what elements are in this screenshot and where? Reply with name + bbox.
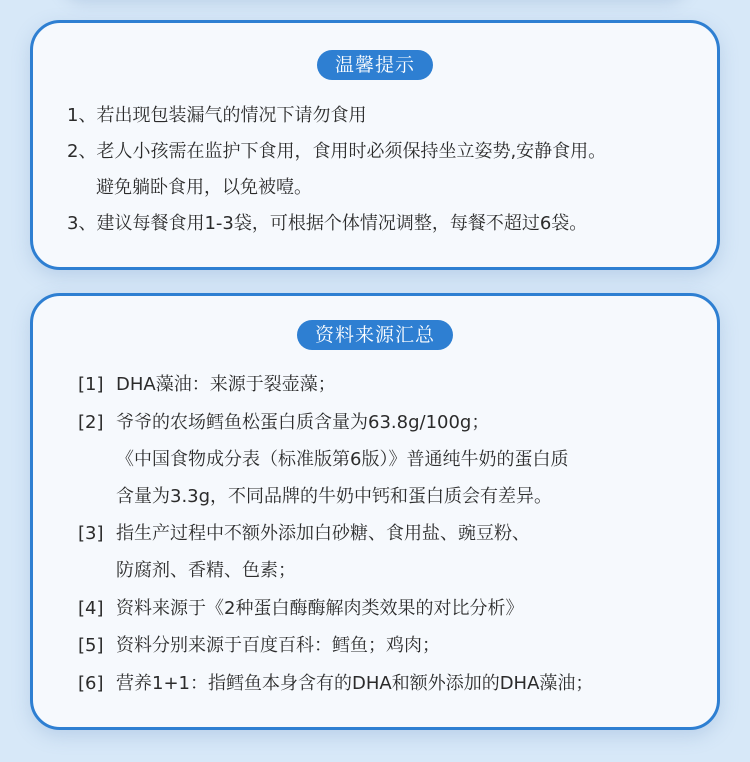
tip-text: 建议每餐食用1-3袋，可根据个体情况调整，每餐不超过6袋。 [96, 213, 588, 234]
source-ref: [3] [78, 523, 104, 544]
source-ref: [6] [78, 672, 104, 694]
tip-text: 若出现包装漏气的情况下请勿食用 [96, 105, 367, 126]
source-text: 资料来源于《2种蛋白酶酶解肉类效果的对比分析》 [116, 597, 524, 619]
tip-number: 2、 [67, 141, 97, 162]
source-text: DHA藻油：来源于裂壶藻； [116, 374, 336, 395]
source-item [78, 366, 688, 403]
tips-list [67, 98, 687, 242]
source-item [78, 665, 688, 702]
source-item [78, 627, 688, 664]
tip-item [67, 98, 687, 134]
source-item [78, 404, 688, 515]
source-text-continued: 《中国食物成分表（标准版第6版）》普通纯牛奶的蛋白质 [116, 448, 569, 470]
sources-title-badge: 资料来源汇总 [297, 320, 453, 350]
tip-text-continued: 避免躺卧食用，以免被噎。 [96, 177, 312, 198]
source-ref: [1] [78, 374, 104, 395]
tip-number: 3、 [67, 213, 97, 234]
tip-item [67, 206, 687, 242]
source-item [78, 515, 688, 589]
tip-number: 1、 [67, 105, 97, 126]
tips-title-badge: 温馨提示 [317, 50, 433, 80]
source-text: 资料分别来源于百度百科：鳕鱼；鸡肉； [116, 635, 440, 656]
source-ref: [5] [78, 635, 104, 656]
source-text: 指生产过程中不额外添加白砂糖、食用盐、豌豆粉、 [116, 523, 530, 544]
source-text: 爷爷的农场鳕鱼松蛋白质含量为63.8g/100g； [116, 411, 490, 433]
tips-card [30, 20, 720, 270]
tip-text: 老人小孩需在监护下食用，食用时必须保持坐立姿势,安静食用。 [96, 141, 607, 162]
source-ref: [4] [78, 597, 104, 619]
sources-list [78, 366, 688, 702]
source-text: 营养1+1：指鳕鱼本身含有的DHA和额外添加的DHA藻油； [116, 672, 594, 694]
sources-card [30, 293, 720, 730]
source-text-continued: 防腐剂、香精、色素； [116, 560, 296, 581]
tip-item [67, 134, 687, 206]
source-ref: [2] [78, 411, 104, 433]
source-text-continued: 含量为3.3g，不同品牌的牛奶中钙和蛋白质会有差异。 [116, 485, 553, 507]
source-item [78, 590, 688, 627]
